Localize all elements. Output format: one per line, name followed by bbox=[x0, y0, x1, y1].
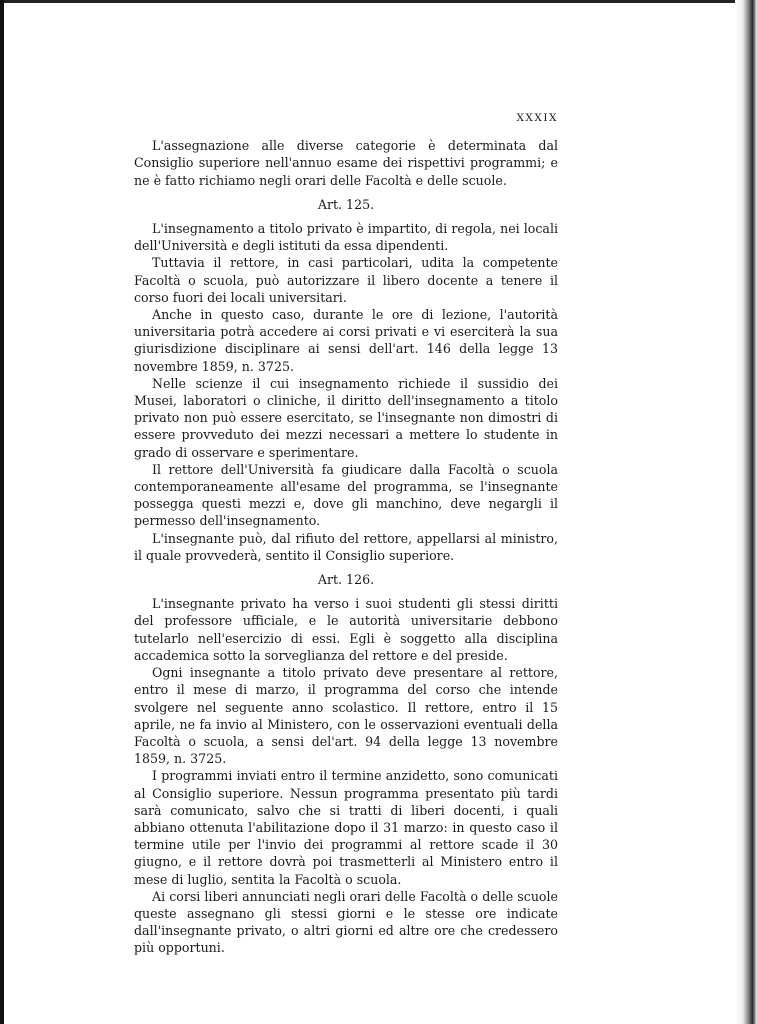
paragraph: L'insegnamento a titolo privato è impartito, di regola, nei locali dell'Università e degli istituti da essa dipendenti. bbox=[134, 221, 558, 254]
article-126-section bbox=[134, 571, 558, 956]
paragraph: Nelle scienze il cui insegnamento richiede il sussidio dei Musei, laboratori o cliniche, il diritto dell'insegnamento a titolo privato non può essere esercitato, se l'insegnante non dimostri di essere provveduto dei mezzi necessari a mettere lo studente in grado di osservare e sperimentare. bbox=[134, 375, 558, 460]
article-heading: Art. 126. bbox=[317, 572, 375, 588]
paragraph: Ai corsi liberi annunciati negli orari delle Facoltà o delle scuole queste assegnano gli stessi giorni e le stesse ore indicate dall'insegnante privato, o altri giorni ed altre ore che credessero più opportuni. bbox=[134, 888, 558, 956]
paragraph: L'insegnante privato ha verso i suoi studenti gli stessi diritti del professore ufficiale, e le autorità universitarie debbono tutelarlo nell'esercizio di essi. Egli è soggetto alla disciplina accademica sotto la sorveglianza del rettore e del preside. bbox=[134, 596, 558, 663]
paragraph: L'insegnante può, dal rifiuto del rettore, appellarsi al ministro, il quale provvederà, sentito il Consiglio superiore. bbox=[134, 530, 558, 563]
intro-section bbox=[134, 137, 558, 189]
article-125-section bbox=[134, 196, 558, 564]
paragraph: L'assegnazione alle diverse categorie è determinata dal Consiglio superiore nell'annuo esame dei rispettivi programmi; e ne è fatto richiamo negli orari delle Facoltà e delle scuole. bbox=[134, 138, 558, 188]
paragraph: I programmi inviati entro il termine anzidetto, sono comunicati al Consiglio superiore. Nessun programma presentato più tardi sarà comunicato, salvo che si tratti di liberi docenti, i quali abbiano ottenuta l'abilitazione dopo il 31 marzo: in questo caso il termine utile per l'invio dei programmi al rettore scade il 30 giugno, e il rettore dovrà poi trasmetterli al Ministero entro il mese di luglio, sentita la Facoltà o scuola. bbox=[134, 768, 558, 887]
scan-edge-right bbox=[735, 0, 757, 1024]
scan-edge-left bbox=[0, 0, 4, 1024]
paragraph: Anche in questo caso, durante le ore di lezione, l'autorità universitaria potrà accedere ai corsi privati e vi eserciterà la sua giurisdizione disciplinare ai sensi dell'art. 146 della legge 13 novembre 1859, n. 3725. bbox=[134, 307, 558, 374]
scan-edge-top bbox=[0, 0, 757, 3]
article-heading: Art. 125. bbox=[317, 196, 375, 212]
paragraph: Ogni insegnante a titolo privato deve presentare al rettore, entro il mese di marzo, il programma del corso che intende svolgere nel seguente anno scolastico. Il rettore, entro il 15 aprile, ne fa invio al Ministero, con le osservazioni eventuali della Facoltà o scuola, a sensi del'art. 94 della legge 13 novembre 1859, n. 3725. bbox=[134, 665, 558, 767]
paragraph: Tuttavia il rettore, in casi particolari, udita la competente Facoltà o scuola, può autorizzare il libero docente a tenere il corso fuori dei locali universitari. bbox=[134, 255, 558, 305]
paragraph: Il rettore dell'Università fa giudicare dalla Facoltà o scuola contemporaneamente all'esame del programma, se l'insegnante possegga questi mezzi e, dove gli manchino, deve negargli il permesso dell'insegnamento. bbox=[134, 461, 558, 529]
document-page bbox=[134, 110, 558, 957]
page-number: XXXIX bbox=[516, 112, 558, 124]
